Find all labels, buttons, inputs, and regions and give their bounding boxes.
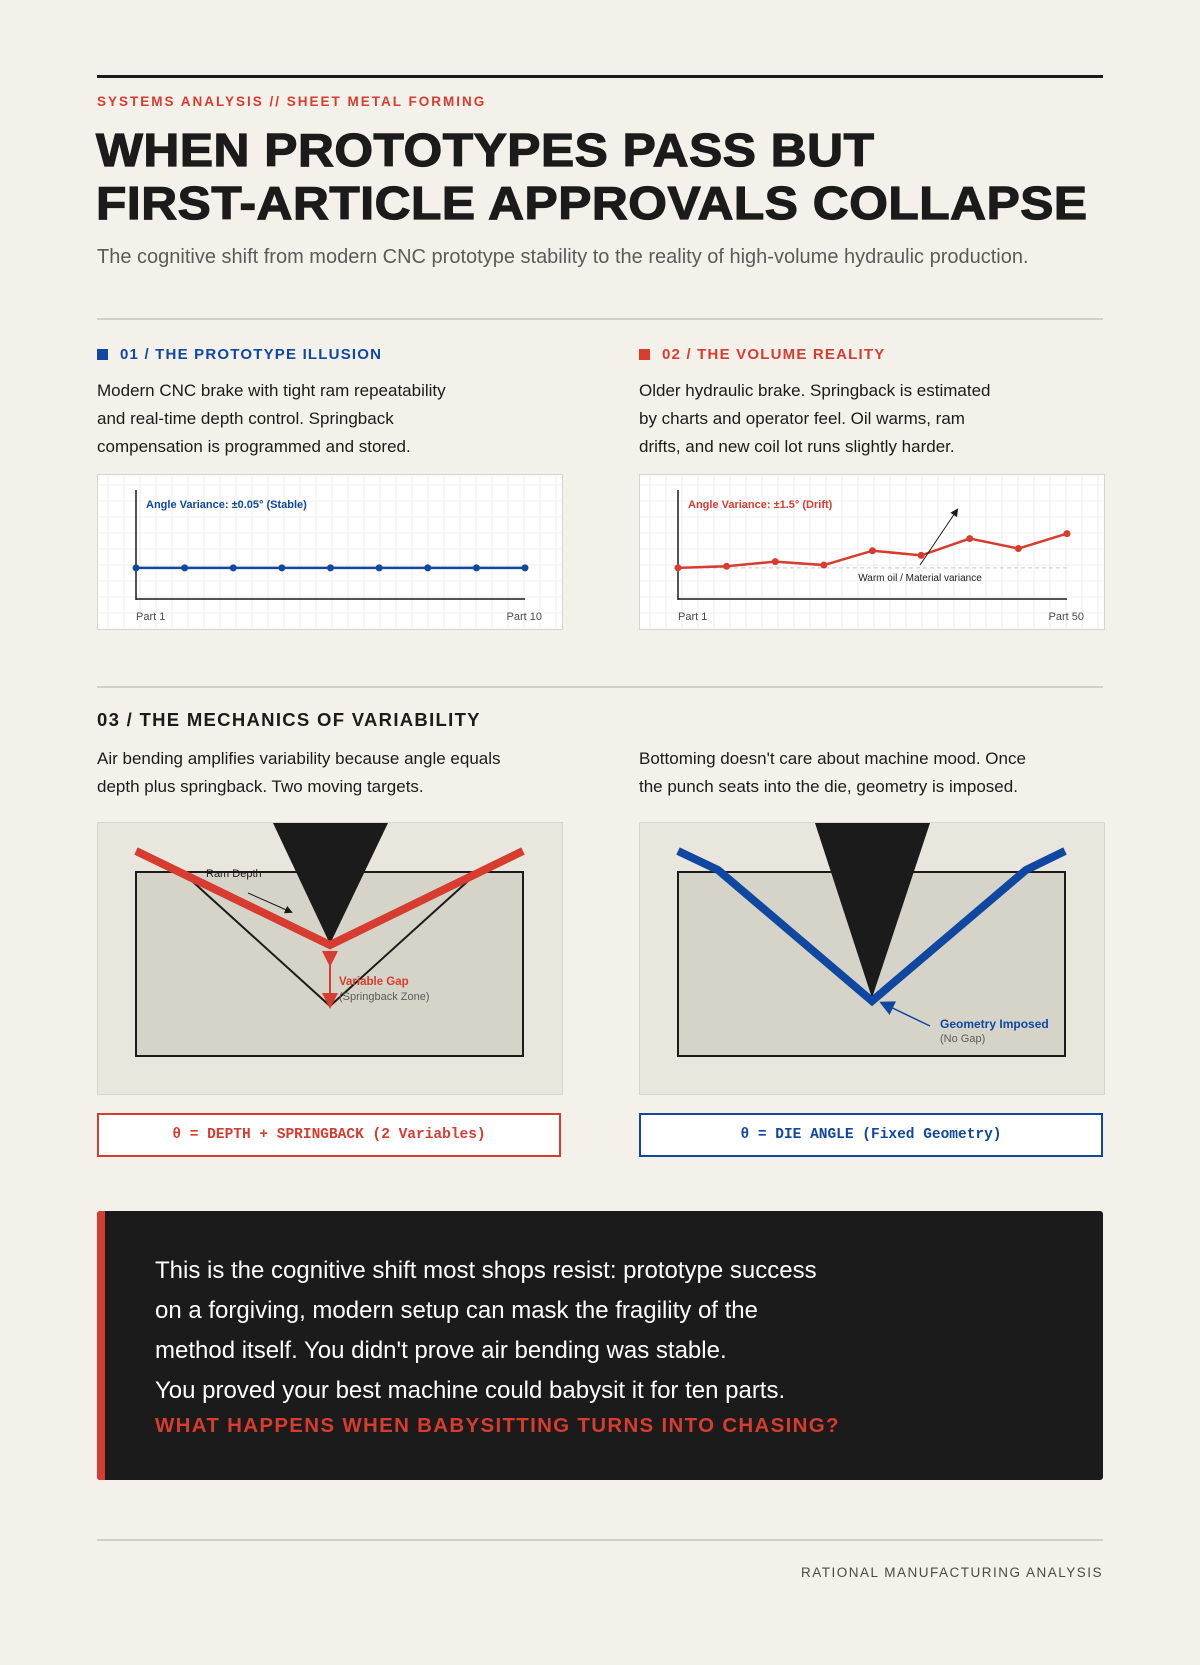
x-tick-label-end: Part 50 [1048,611,1084,623]
callout-line: You proved your best machine could babysit it for ten parts. [155,1377,786,1404]
x-tick-label-start: Part 1 [136,611,166,623]
body-line: and real-time depth control. Springback [97,409,394,428]
subtitle: The cognitive shift from modern CNC prototype stability to the reality of high-volume hydraulic production. [97,246,1029,268]
callout-line: This is the cognitive shift most shops resist: prototype success [155,1257,817,1284]
data-point [723,563,730,570]
footer-credit: RATIONAL MANUFACTURING ANALYSIS [800,1565,1103,1580]
data-point [820,562,827,569]
callout-quote [97,1211,1103,1480]
divider [97,686,1103,688]
data-point [1015,545,1022,552]
body-line: Modern CNC brake with tight ram repeatability [97,381,446,400]
ram-depth-label: Ram Depth [206,868,262,880]
data-point [133,564,140,571]
title-line-2: FIRST-ARTICLE APPROVALS COLLAPSE [96,177,1088,229]
diagram-bottoming-svg [640,823,1104,1094]
no-gap-label: (No Gap) [940,1033,986,1045]
chart-stable-svg [98,475,562,629]
geometry-imposed-label: Geometry Imposed [940,1017,1049,1031]
diagram-air-bending [97,822,563,1095]
formula-air-bending: θ = DEPTH + SPRINGBACK (2 Variables) [97,1113,561,1157]
title-line-1: WHEN PROTOTYPES PASS BUT [96,124,875,176]
footer-rule [97,1539,1103,1541]
data-point [918,552,925,559]
section-heading-text: 01 / THE PROTOTYPE ILLUSION [120,346,383,363]
data-point [772,558,779,565]
top-rule [97,75,1103,78]
x-tick-label-start: Part 1 [678,611,708,623]
section-heading-mechanics: 03 / THE MECHANICS OF VARIABILITY [97,709,481,730]
section-body-bottoming [639,745,1026,801]
callout-text [155,1251,817,1411]
body-line: drifts, and new coil lot runs slightly harder. [639,437,955,456]
diagram-bottoming [639,822,1105,1095]
data-point [327,564,334,571]
chart-stable [97,474,563,630]
annotation-label: Warm oil / Material variance [858,573,982,584]
body-line: the punch seats into the die, geometry is imposed. [639,777,1018,796]
kicker: SYSTEMS ANALYSIS // SHEET METAL FORMING [97,94,487,109]
data-point [473,564,480,571]
body-line: Older hydraulic brake. Springback is estimated [639,381,991,400]
chart-title: Angle Variance: ±0.05° (Stable) [146,499,307,511]
data-point [522,564,529,571]
section-body-prototype [97,377,446,461]
x-tick-label-end: Part 10 [506,611,542,623]
data-point [376,564,383,571]
section-heading-volume [639,346,885,363]
divider [97,318,1103,320]
data-point [424,564,431,571]
body-line: compensation is programmed and stored. [97,437,411,456]
data-point [1064,530,1071,537]
data-point [966,535,973,542]
callout-line: on a forgiving, modern setup can mask the fragility of the [155,1297,758,1324]
body-line: Air bending amplifies variability because angle equals [97,749,501,768]
variable-gap-label: Variable Gap [339,976,409,988]
section-heading-text: 02 / THE VOLUME REALITY [662,346,886,363]
body-line: depth plus springback. Two moving targets. [97,777,424,796]
callout-accent-bar [97,1211,105,1480]
chart-title: Angle Variance: ±1.5° (Drift) [688,499,833,511]
formula-bottoming: θ = DIE ANGLE (Fixed Geometry) [639,1113,1103,1157]
data-point [230,564,237,571]
section-body-air-bending [97,745,501,801]
chart-drift-svg [640,475,1104,629]
data-point [278,564,285,571]
page-title [96,124,1088,230]
callout-question: WHAT HAPPENS WHEN BABYSITTING TURNS INTO CHASING? [155,1414,840,1437]
diagram-air-bending-svg [98,823,562,1094]
data-point [869,547,876,554]
square-marker-icon [97,349,108,360]
section-body-volume [639,377,991,461]
body-line: by charts and operator feel. Oil warms, ram [639,409,965,428]
square-marker-icon [639,349,650,360]
chart-drift [639,474,1105,630]
data-point [181,564,188,571]
body-line: Bottoming doesn't care about machine mood. Once [639,749,1026,768]
callout-line: method itself. You didn't prove air bending was stable. [155,1337,727,1364]
springback-zone-label: (Springback Zone) [339,991,430,1003]
data-point [675,564,682,571]
section-heading-prototype [97,346,382,363]
